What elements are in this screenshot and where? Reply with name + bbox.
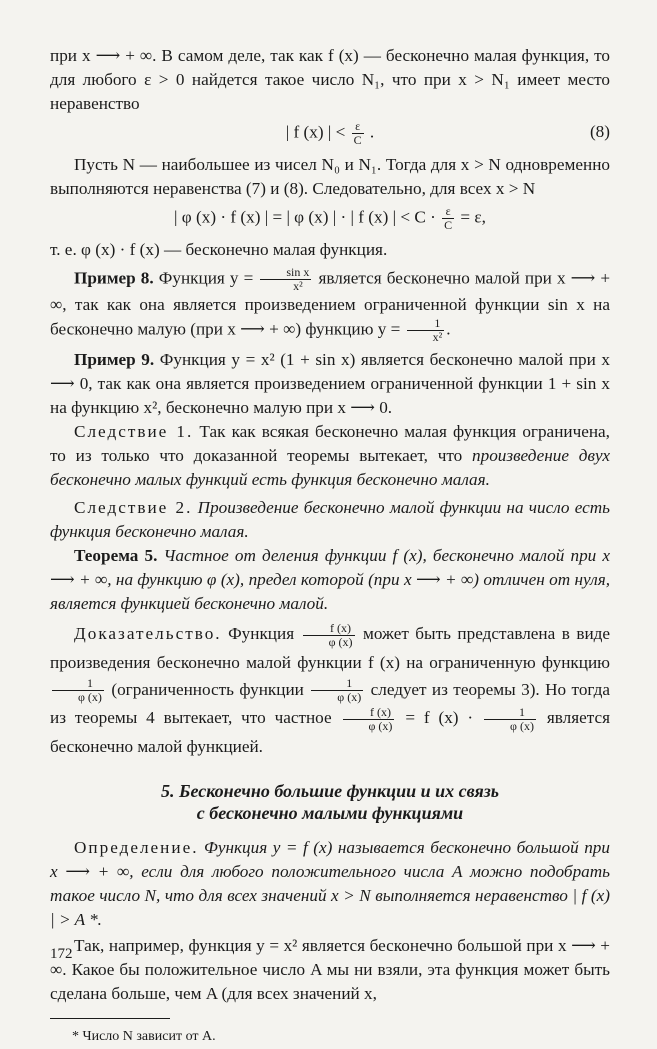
page-body bbox=[50, 44, 610, 1049]
equation-8-fraction: $\frac{\varepsilon}{C}$ bbox=[353, 119, 362, 147]
example-8: Пример 8. Функция y = $\frac{\text{sin x}}{\text{x²}}$ является бесконечно малой при x ⟶ + ∞, так как она является произведением ограниченной функции sin x на бесконечно малую (при x ⟶ + ∞) функцию y = $\frac{1}{\text{x²}}$ . bbox=[50, 265, 611, 344]
footnote-rule bbox=[50, 1018, 170, 1019]
paragraph-proof-step: Пусть N — наибольшее из чисел N₀ и N₁. Тогда для x > N одновременно выполняются неравенства (7) и (8). Следовательно, для всех x > N bbox=[50, 155, 610, 198]
equation-product-fraction: $\frac{\varepsilon}{C}$ bbox=[444, 204, 453, 232]
definition: Определение. Функция y = f (x) называется бесконечно большой при x ⟶ + ∞, если для любого положительного числа A можно подобрать такое число N, что для всех значений x > N выполняется неравенство | f (x) | > A *. bbox=[50, 837, 610, 929]
footnote: * Число N зависит от A. bbox=[72, 1028, 216, 1044]
paragraph-conclusion: т. е. φ (x) · f (x) — бесконечно малая функция. bbox=[50, 240, 388, 259]
paragraph-continuation: при x ⟶ + ∞. В самом деле, так как f (x) — бесконечно малая функция, то для любого ε > 0 найдется такое число N₁, что при x > N₁ имеет место неравенство bbox=[50, 46, 610, 113]
equation-product: | φ (x) · f (x) | = | φ (x) | · | f (x) | < C · $\frac{\varepsilon}{C}$ = ε, bbox=[174, 204, 486, 232]
corollary-1: Следствие 1. Так как всякая бесконечно малая функция ограничена, то из только что доказанной теоремы вытекает, что произведение двух бесконечно малых функций есть функция бесконечно малая. bbox=[50, 422, 610, 489]
page-number: 172 bbox=[50, 946, 73, 962]
proof: Доказательство. Функция $\frac{f (x)}{\varphi (x)}$ может быть представлена в виде произведения бесконечно малой функции f (x) на ограниченную функцию $\frac{1}{\varphi (x)}$ (ограниченность функции $\frac{1}{\varphi (x)}$ следует из теоремы 3). Но тогда из теоремы 4 вытекает, что частное $\frac{f (x)}{\varphi (x)}$ = f (x) · $\frac{1}{\varphi (x)}$ является бесконечно малой функцией. bbox=[50, 620, 611, 756]
section-heading: 5. Бесконечно большие функции и их связь с бесконечно малыми функциями bbox=[161, 780, 499, 823]
equation-8: | f (x) | < $\frac{\varepsilon}{C}$ . (8) bbox=[285, 119, 610, 147]
equation-8-lhs: | f (x) | < bbox=[285, 122, 346, 142]
example-9: Пример 9. Функция y = x² (1 + sin x) является бесконечно малой при x ⟶ 0, так как она является произведением ограниченной функции 1 + sin x на функцию x², бесконечно малую при x ⟶ 0. bbox=[50, 350, 611, 417]
equation-number: (8) bbox=[589, 122, 610, 141]
theorem-5: Теорема 5. Частное от деления функции f (x), бесконечно малой при x ⟶ + ∞, на функцию φ (x), предел которой (при x ⟶ + ∞) отличен от нуля, является функцией бесконечно малой. bbox=[50, 546, 610, 613]
paragraph-example: Так, например, функция y = x² является бесконечно большой при x ⟶ + ∞. Какое бы положительное число A мы ни взяли, эта функция может быть сделана больше, чем A (для всех значений x, bbox=[50, 935, 610, 1003]
corollary-2: Следствие 2. Произведение бесконечно малой функции на число есть функция бесконечно малая. bbox=[50, 498, 610, 541]
